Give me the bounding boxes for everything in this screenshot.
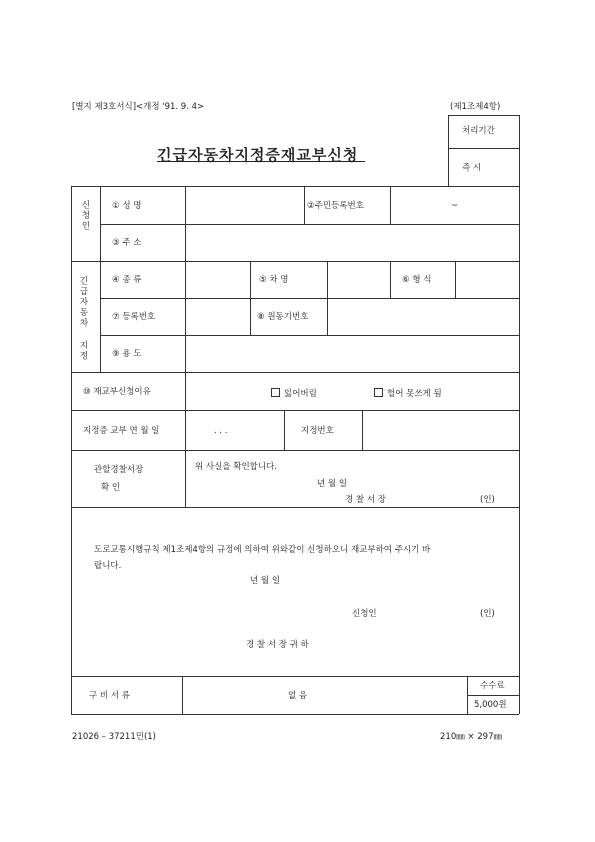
statement-date: 년 월 일 <box>250 576 281 586</box>
vehicle-section-label: 긴급자동차 지정 <box>78 276 88 362</box>
resident-number-label: ②주민등록번호 <box>307 201 364 211</box>
processing-period-value: 즉 시 <box>462 163 482 173</box>
required-documents-value: 없 음 <box>288 691 308 701</box>
required-documents-label: 구 비 서 류 <box>89 691 130 701</box>
reissue-reason-label: ⑩ 재교부신청이유 <box>83 387 151 397</box>
applicant-seal: (인) <box>480 609 495 619</box>
vehicle-name-label: ⑤ 차 명 <box>259 275 289 285</box>
confirm-label-line2: 확 인 <box>101 483 121 493</box>
processing-period-label: 처리기간 <box>462 126 495 136</box>
statement-line1: 도로교통시행규칙 제1조제4항의 규정에 의하여 위와같이 신청하오니 재교부하여 주시기 바 <box>94 545 431 555</box>
article-reference: (제1조제4항) <box>450 102 501 112</box>
reason-option-damaged[interactable]: 헐어 못쓰게 됨 <box>374 388 442 399</box>
motor-number-label: ⑧ 원동기번호 <box>257 312 309 322</box>
registration-number-label: ⑦ 등록번호 <box>112 312 156 322</box>
checkbox-damaged[interactable] <box>374 388 383 397</box>
applicant-section-label: 신청인 <box>80 200 90 232</box>
applicant-signature-label: 신청인 <box>352 609 377 619</box>
confirm-text: 위 사실을 확인합니다. <box>195 462 278 472</box>
address-label: ③ 주 소 <box>112 238 142 248</box>
confirm-seal: (인) <box>480 495 495 505</box>
form-reference: [별지 제3호서식]<개정 '91. 9. 4> <box>72 102 205 112</box>
designation-number-field[interactable] <box>368 427 508 439</box>
page-title: 긴급자동차지정증재교부신청 <box>157 146 359 164</box>
addressee: 경 찰 서 장 귀 하 <box>246 640 309 650</box>
confirm-label-line1: 관할경찰서장 <box>94 465 144 475</box>
vehicle-model-label: ⑥ 형 식 <box>402 275 432 285</box>
name-field[interactable] <box>190 202 300 214</box>
vehicle-type-label: ④ 종 류 <box>112 275 142 285</box>
name-label: ① 성 명 <box>112 201 142 211</box>
police-chief-label: 경 찰 서 장 <box>345 495 386 505</box>
usage-label: ⑨ 용 도 <box>112 349 142 359</box>
reason-option-lost[interactable]: 잃어버림 <box>271 388 317 399</box>
statement-line2: 랍니다. <box>94 561 122 571</box>
address-field[interactable] <box>190 239 510 251</box>
paper-size: 210㎜ × 297㎜ <box>440 732 502 742</box>
designation-number-label: 지정번호 <box>301 426 334 436</box>
form-number: 21026 – 37211민(1) <box>72 732 156 742</box>
title-underline <box>157 161 365 162</box>
issue-date-field[interactable]: . . . <box>214 426 228 436</box>
resident-number-field[interactable]: ~ <box>451 201 459 211</box>
issue-date-label: 지정증 교부 연 월 일 <box>83 426 160 436</box>
checkbox-lost[interactable] <box>271 388 280 397</box>
fee-label: 수수료 <box>480 681 505 691</box>
fee-value: 5,000원 <box>474 700 507 710</box>
confirm-date: 년 월 일 <box>317 479 348 489</box>
